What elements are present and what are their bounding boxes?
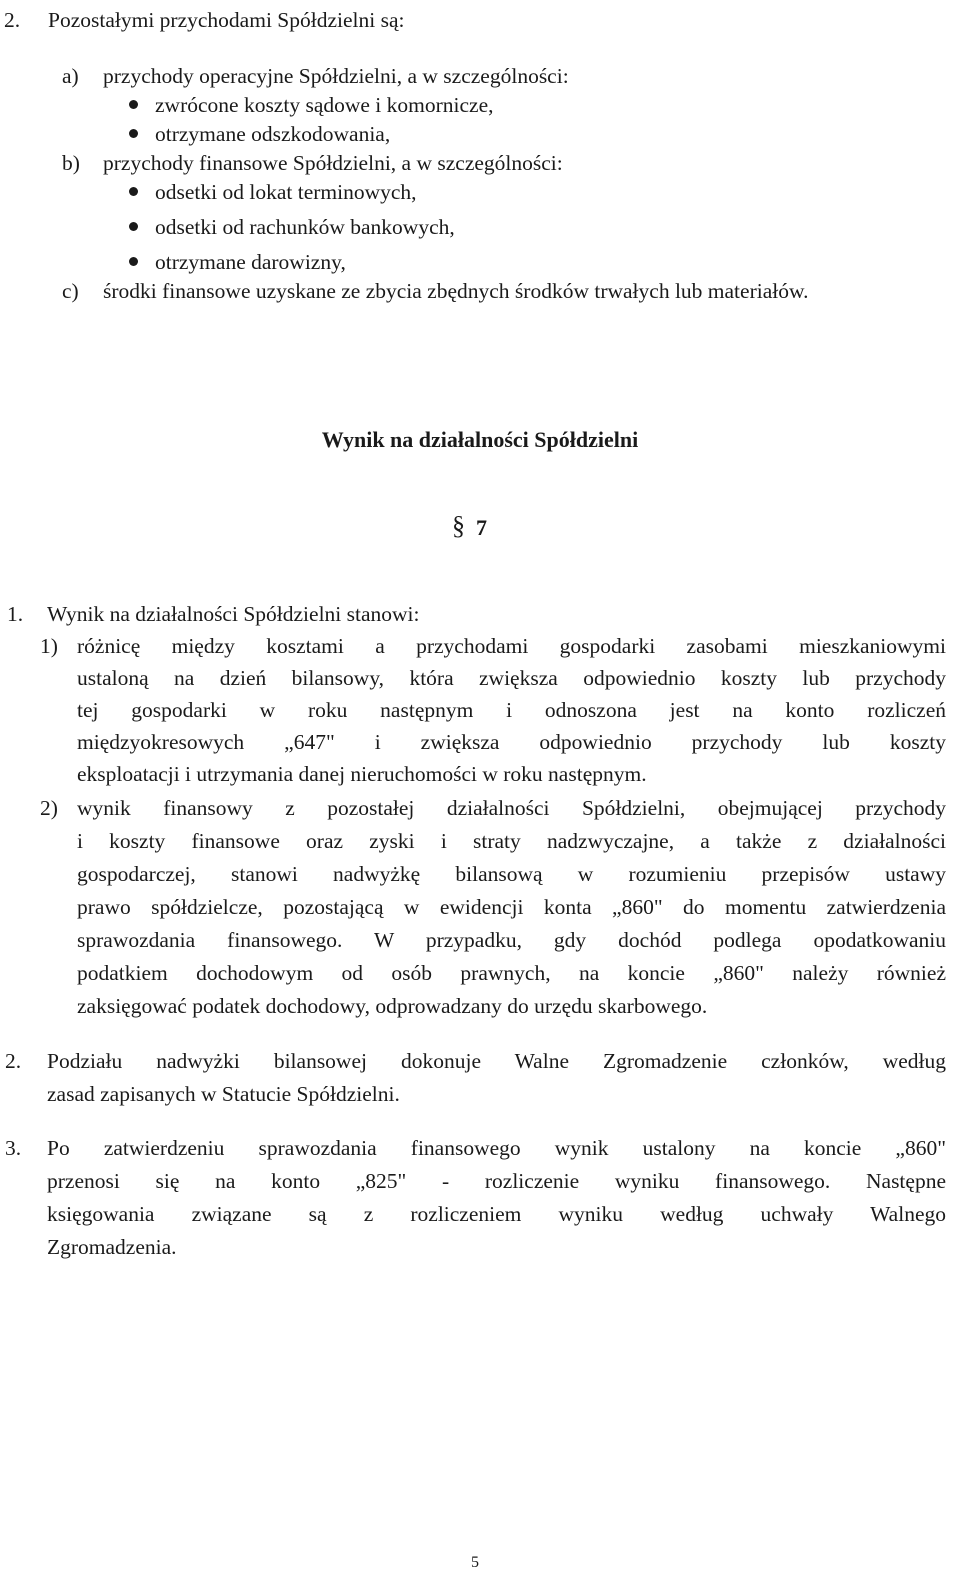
section-2-intro: Pozostałymi przychodami Spółdzielni są: xyxy=(48,8,405,32)
subpoint-2-line: zaksięgować podatek dochodowy, odprowadzany do urzędu skarbowego. xyxy=(77,994,708,1018)
point-3-marker: 3. xyxy=(5,1136,22,1160)
subpoint-2-line: prawo spółdzielcze, pozostającą w ewidencji konta „860" do momentu zatwierdzenia xyxy=(77,895,946,919)
subpoint-1-line: eksploatacji i utrzymania danej nieruchomości w roku następnym. xyxy=(77,762,647,786)
point-1-intro: Wynik na działalności Spółdzielni stanowi: xyxy=(47,602,420,626)
point-3-line: Po zatwierdzeniu sprawozdania finansowego wynik ustalony na koncie „860" xyxy=(47,1136,946,1160)
paragraph-number: 7 xyxy=(476,515,487,540)
bullet-item: odsetki od rachunków bankowych, xyxy=(155,215,455,239)
point-3-line: przenosi się na konto „825" - rozliczenie wyniku finansowego. Następne xyxy=(47,1169,946,1193)
subpoint-1-label: 1) xyxy=(40,634,58,658)
bullet-item: zwrócone koszty sądowe i komornicze, xyxy=(155,93,494,117)
subpoint-2-line: wynik finansowy z pozostałej działalności Spółdzielni, obejmującej przychody xyxy=(77,796,946,820)
point-3-line: Zgromadzenia. xyxy=(47,1235,177,1259)
subpoint-1-line: międzyokresowych „647" i zwiększa odpowiednio przychody lub koszty xyxy=(77,730,946,754)
bullet-item: otrzymane darowizny, xyxy=(155,250,346,274)
bullet-icon xyxy=(129,187,138,196)
bullet-icon xyxy=(129,129,138,138)
subpoint-1-line: tej gospodarki w roku następnym i odnoszona jest na konto rozliczeń xyxy=(77,698,946,722)
point-1-marker: 1. xyxy=(7,602,24,626)
subpoint-1-line: ustaloną na dzień bilansowy, która zwiększa odpowiednio koszty lub przychody xyxy=(77,666,946,690)
subpoint-2-line: podatkiem dochodowym od osób prawnych, na koncie „860" należy również xyxy=(77,961,946,985)
subpoint-2-line: gospodarczej, stanowi nadwyżkę bilansową w rozumieniu przepisów ustawy xyxy=(77,862,946,886)
subpoint-2-line: sprawozdania finansowego. W przypadku, gdy dochód podlega opodatkowaniu xyxy=(77,928,946,952)
paragraph-sign: § xyxy=(452,511,465,540)
subpoint-1-line: różnicę między kosztami a przychodami gospodarki zasobami mieszkaniowymi xyxy=(77,634,946,658)
point-3-line: księgowania związane są z rozliczeniem wyniku według uchwały Walnego xyxy=(47,1202,946,1226)
point-2-marker: 2. xyxy=(5,1049,22,1073)
bullet-icon xyxy=(129,100,138,109)
item-c-text: środki finansowe uzyskane ze zbycia zbędnych środków trwałych lub materiałów. xyxy=(103,279,809,303)
item-c-label: c) xyxy=(62,279,79,303)
item-a-label: a) xyxy=(62,64,79,88)
page-number: 5 xyxy=(471,1554,479,1571)
bullet-icon xyxy=(129,257,138,266)
subpoint-2-line: i koszty finansowe oraz zyski i straty nadzwyczajne, a także z działalności xyxy=(77,829,946,853)
section-heading: Wynik na działalności Spółdzielni xyxy=(321,427,639,452)
bullet-item: otrzymane odszkodowania, xyxy=(155,122,391,146)
item-b-text: przychody finansowe Spółdzielni, a w szczególności: xyxy=(103,151,563,175)
item-a-text: przychody operacyjne Spółdzielni, a w szczególności: xyxy=(103,64,569,88)
subpoint-2-label: 2) xyxy=(40,796,58,820)
bullet-item: odsetki od lokat terminowych, xyxy=(155,180,417,204)
bullet-icon xyxy=(129,222,138,231)
item-b-label: b) xyxy=(62,151,80,175)
point-2-line: zasad zapisanych w Statucie Spółdzielni. xyxy=(47,1082,400,1106)
section-2-marker: 2. xyxy=(4,8,21,32)
point-2-line: Podziału nadwyżki bilansowej dokonuje Walne Zgromadzenie członków, według xyxy=(47,1049,946,1073)
